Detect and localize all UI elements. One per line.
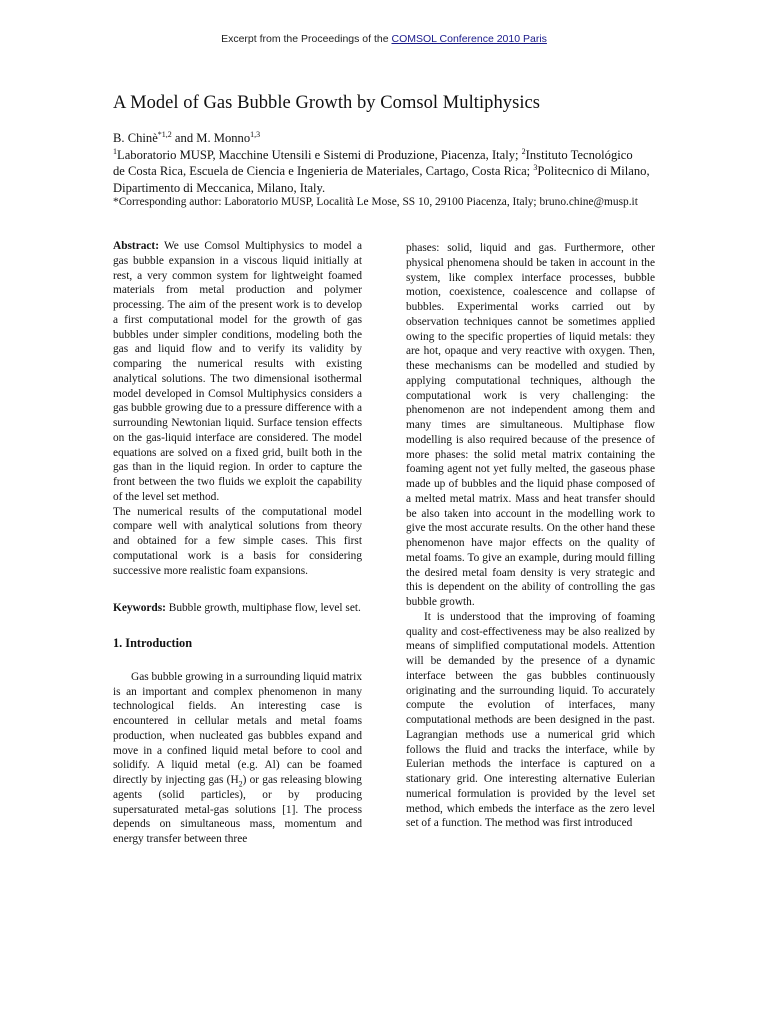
author-2-affiliation-marker: 1,3 (250, 129, 261, 139)
affiliation-marker-3: 3 (533, 162, 538, 172)
author-block (113, 130, 713, 196)
affiliation-line-2 (113, 163, 713, 180)
intro-paragraph-2: It is understood that the improving of foaming quality and cost-effectiveness may be also realized by means of simplified computational models. Attention will be demanded by the presence of a dynamic interface between the gas bubbles continuously originating and the surrounding liquid. To accurately compute the evolution of interfaces, many computational methods are been designed in the past. Lagrangian methods use a numerical grid which follows the fluid and tracks the interface, while by Eulerian methods the interface is captured on a stationary grid. One interesting alternative Eulerian numerical formulation is provided by the level set method, which embeds the interface as the zero level set of a function. The method was first introduced (406, 610, 655, 830)
paper-title: A Model of Gas Bubble Growth by Comsol Multiphysics (113, 93, 541, 113)
author-1-affiliation-marker: *1,2 (157, 129, 172, 139)
excerpt-header (0, 33, 768, 45)
abstract-paragraph-2: The numerical results of the computational model compare well with analytical solutions from theory and obtained for a few simple cases. This first computational work is a basis for considering successive more realistic foam expansions. (113, 505, 362, 577)
keywords-paragraph (113, 601, 362, 616)
affiliation-text-3: de Costa Rica, Escuela de Ciencia e Ingenieria de Materiales, Cartago, Costa Rica; (113, 164, 534, 178)
author-1-name: B. Chinè (113, 131, 158, 145)
abstract-label: Abstract: (113, 240, 159, 252)
intro-paragraph-1-continued: phases: solid, liquid and gas. Furthermore, other physical phenomena should be taken in account in the system, like complex interface processes, bubble motion, coexistence, coalescence and collapse of bubbles. Experimental works carried out by observation techniques cannot be sometimes applied owing to the specific properties of liquid metals: they are hot, opaque and very reactive with oxygen. Then, these mechanisms can be modelled and studied by applying computational techniques, although the computational work is very challenging: the phenomenon are not independent among them and many times are simultaneous. Multiphase flow modelling is also required because of the presence of more phases: the solid metal matrix containing the foaming agent not yet fully melted, the gaseous phase made up of bubbles and the liquid phase composed of a melted metal matrix. Mass and heat transfer should be also taken into account in the modelling work to give the most accurate results. On the other hand these phenomenon have major effects on the quality of metal foams. To give an example, during mould filling the desired metal foam density is very strategic and this is dependent on the ability of controlling the gas bubble growth. (406, 242, 655, 608)
author-names (113, 130, 713, 147)
right-column (406, 241, 655, 831)
intro-paragraph-1-part-b: ) or gas releasing blowing agents (solid particles), or by producing supersaturated metal-gas solutions [1]. The process depends on simultaneous mass, momentum and energy transfer between three (113, 774, 362, 845)
hydrogen-subscript: 2 (238, 779, 243, 789)
excerpt-prefix: Excerpt from the Proceedings of the (221, 33, 392, 45)
conference-link[interactable]: COMSOL Conference 2010 Paris (391, 33, 547, 45)
affiliation-text-2: Instituto Tecnológico (525, 147, 633, 162)
abstract-text: We use Comsol Multiphysics to model a gas bubble expansion in a viscous liquid initially at rest, a very common system for lightweight foamed materials from metal production and polymer processing. The aim of the present work is to develop a first computational model for the growth of gas bubbles under simpler conditions, modeling both the gas and liquid flow and to verify its validity by comparing the numerical results with existing analytical solutions. The two dimensional isothermal model developed in Comsol Multiphysics considers a gas bubble growing due to a pressure difference with a surrounding Newtonian liquid. Surface tension effects on the gas-liquid interface are considered. The model equations are solved on a fixed grid, built both in the gas than in the liquid region. In order to capture the front between the two fluids we exploit the capability of the level set method. (113, 240, 362, 503)
affiliation-text-4: Politecnico di Milano, (537, 164, 650, 178)
keywords-text: Bubble growth, multiphase flow, level set. (165, 602, 361, 615)
affiliation-line-1 (113, 147, 713, 164)
corresponding-author: *Corresponding author: Laboratorio MUSP, Località Le Mose, SS 10, 29100 Piacenza, Italy; bruno.chine@musp.it (113, 196, 638, 208)
section-heading-introduction: 1. Introduction (113, 636, 193, 650)
affiliation-marker-1: 1 (113, 146, 117, 156)
intro-paragraph-1 (113, 670, 362, 847)
intro-paragraph-1-part-a: Gas bubble growing in a surrounding liquid matrix is an important and complex phenomenon in many technological fields. An interesting case is encountered in cellular metals and metal foams production, when nucleated gas bubbles expand and move in a confined liquid metal before to cool and solidify. A liquid metal (e.g. Al) can be foamed directly by injecting gas (H (113, 670, 362, 786)
abstract-paragraph (113, 239, 362, 505)
left-column (113, 239, 362, 847)
affiliation-text-1: Laboratorio MUSP, Macchine Utensili e Sistemi di Produzione, Piacenza, Italy; (117, 147, 522, 162)
affiliation-marker-2: 2 (521, 146, 526, 156)
affiliation-line-3: Dipartimento di Meccanica, Milano, Italy. (113, 180, 326, 195)
keywords-label: Keywords: (113, 602, 166, 615)
author-2-name: and M. Monno (171, 131, 251, 145)
